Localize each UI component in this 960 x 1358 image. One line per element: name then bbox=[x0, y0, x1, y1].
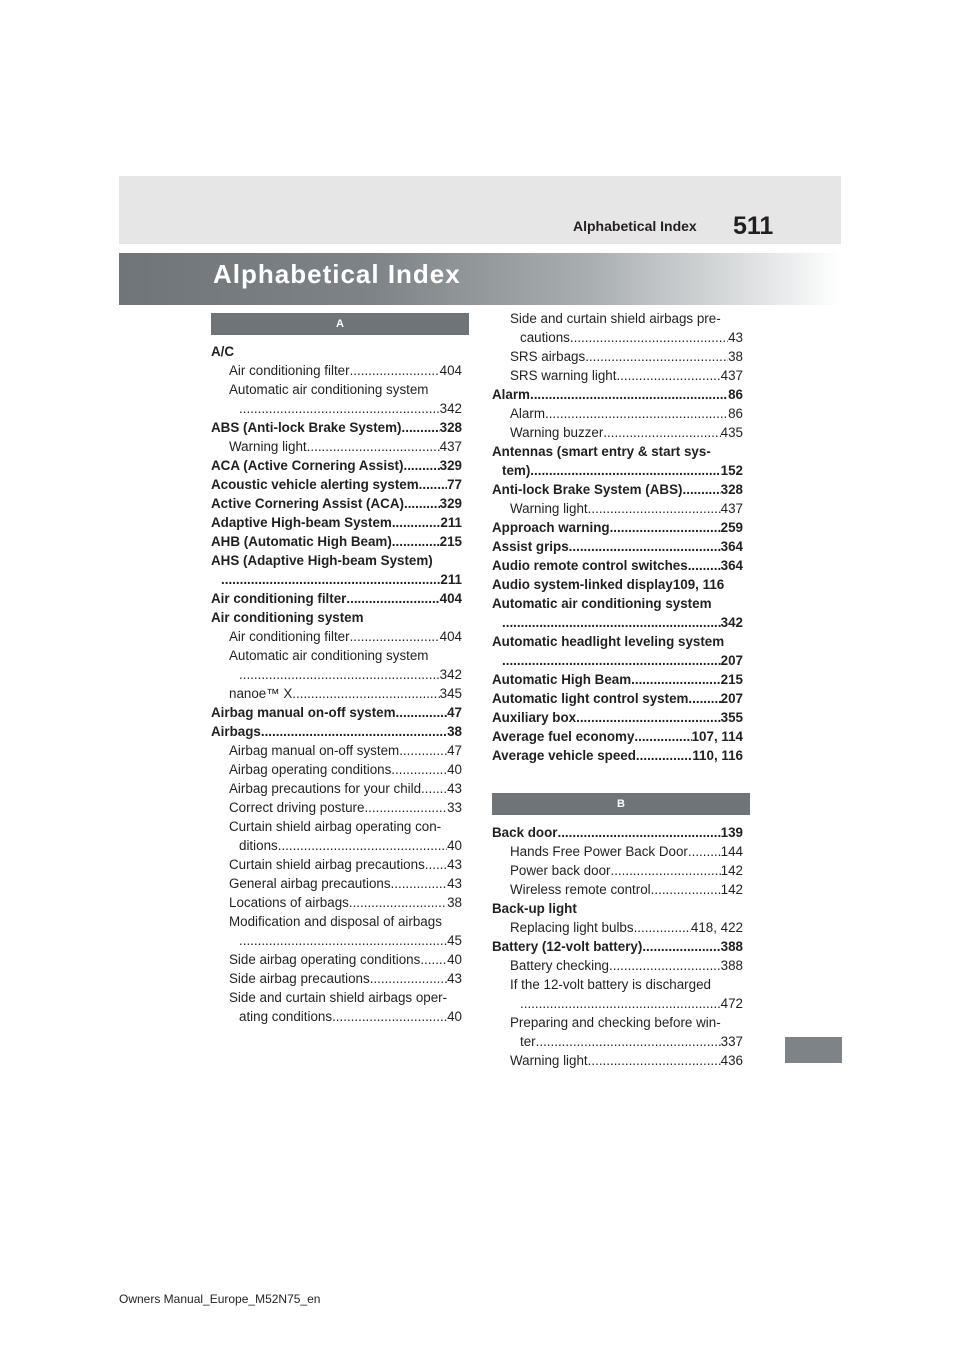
index-entry-label: SRS warning light bbox=[510, 368, 617, 383]
index-entry bbox=[492, 975, 743, 994]
index-entry bbox=[492, 385, 743, 404]
dot-leader bbox=[261, 722, 447, 741]
index-entry-label: Back-up light bbox=[492, 901, 577, 916]
dot-leader bbox=[349, 893, 447, 912]
index-entry-label: Side airbag precautions bbox=[229, 971, 370, 986]
index-entry-page: 437 bbox=[439, 439, 462, 454]
index-entry-page: 86 bbox=[728, 387, 743, 402]
index-entry-page: 337 bbox=[720, 1034, 743, 1049]
dot-leader bbox=[404, 494, 440, 513]
index-entry-label: Automatic air conditioning system bbox=[229, 382, 429, 397]
index-entry-label: Automatic High Beam bbox=[492, 672, 632, 687]
index-entry bbox=[492, 861, 743, 880]
index-entry-label: Automatic headlight leveling system bbox=[492, 634, 725, 649]
dot-leader bbox=[688, 842, 721, 861]
index-entry bbox=[492, 651, 743, 670]
dot-leader bbox=[502, 613, 721, 632]
section-header-a: A bbox=[211, 313, 469, 335]
index-entry-page: 109, 116 bbox=[672, 577, 725, 592]
dot-leader bbox=[609, 956, 721, 975]
header-section-title: Alphabetical Index bbox=[573, 218, 697, 234]
index-entry-label: AHS (Adaptive High-beam System) bbox=[211, 553, 433, 568]
index-entry-page: 207 bbox=[720, 691, 743, 706]
index-entry-page: 436 bbox=[720, 1053, 743, 1068]
dot-leader bbox=[610, 518, 721, 537]
index-column-left bbox=[211, 342, 462, 1026]
index-entry bbox=[492, 918, 743, 937]
index-entry-label: Wireless remote control bbox=[510, 882, 651, 897]
index-entry bbox=[211, 684, 462, 703]
index-entry-page: 328 bbox=[439, 420, 462, 435]
index-entry-page: 40 bbox=[447, 952, 462, 967]
index-entry-page: 364 bbox=[720, 539, 743, 554]
index-entry-label: Audio remote control switches bbox=[492, 558, 688, 573]
index-entry-page: 342 bbox=[720, 615, 743, 630]
page-number: 511 bbox=[733, 212, 774, 240]
dot-leader bbox=[421, 779, 447, 798]
index-entry-page: 207 bbox=[720, 653, 743, 668]
footer-text: Owners Manual_Europe_M52N75_en bbox=[119, 1292, 321, 1306]
index-entry-label: AHB (Automatic High Beam) bbox=[211, 534, 392, 549]
index-entry bbox=[492, 461, 743, 480]
index-entry-label: Battery checking bbox=[510, 958, 609, 973]
index-entry-page: 77 bbox=[447, 477, 462, 492]
index-entry-page: 404 bbox=[439, 591, 462, 606]
index-entry-page: 342 bbox=[439, 401, 462, 416]
index-entry-label: Average vehicle speed bbox=[492, 748, 636, 763]
index-entry-label: ACA (Active Cornering Assist) bbox=[211, 458, 404, 473]
index-entry-label: Correct driving posture bbox=[229, 800, 365, 815]
index-entry-label: cautions bbox=[520, 330, 570, 345]
index-entry-page: 404 bbox=[439, 363, 462, 378]
index-entry-label: Warning buzzer bbox=[510, 425, 604, 440]
dot-leader bbox=[631, 670, 721, 689]
index-entry bbox=[211, 817, 462, 836]
index-entry bbox=[492, 1013, 743, 1032]
index-entry-label: Side airbag operating conditions bbox=[229, 952, 421, 967]
dot-leader bbox=[502, 651, 721, 670]
index-entry-label: Locations of airbags bbox=[229, 895, 349, 910]
dot-leader bbox=[239, 399, 440, 418]
dot-leader bbox=[346, 589, 439, 608]
index-entry bbox=[492, 309, 743, 328]
index-entry-label: Air conditioning filter bbox=[211, 591, 347, 606]
dot-leader bbox=[239, 665, 440, 684]
dot-leader bbox=[332, 1007, 447, 1026]
dot-leader bbox=[576, 708, 721, 727]
index-entry bbox=[492, 347, 743, 366]
dot-leader bbox=[603, 423, 720, 442]
index-entry bbox=[492, 994, 743, 1013]
index-entry-label: Airbags bbox=[211, 724, 261, 739]
dot-leader bbox=[688, 689, 720, 708]
index-entry-label: Warning light bbox=[229, 439, 307, 454]
index-entry bbox=[492, 480, 743, 499]
page-title: Alphabetical Index bbox=[213, 259, 461, 289]
dot-leader bbox=[239, 931, 447, 950]
index-entry bbox=[492, 670, 743, 689]
index-entry bbox=[211, 570, 462, 589]
dot-leader bbox=[545, 404, 728, 423]
dot-leader bbox=[391, 874, 448, 893]
dot-leader bbox=[307, 437, 440, 456]
index-entry bbox=[211, 988, 462, 1007]
index-entry bbox=[492, 689, 743, 708]
index-entry bbox=[211, 665, 462, 684]
index-entry-label: General airbag precautions bbox=[229, 876, 391, 891]
index-entry-page: 142 bbox=[720, 863, 743, 878]
index-entry bbox=[492, 537, 743, 556]
index-entry bbox=[492, 423, 743, 442]
index-entry-page: 38 bbox=[447, 895, 462, 910]
index-entry-page: 86 bbox=[728, 406, 743, 421]
index-entry bbox=[211, 399, 462, 418]
index-entry-label: Side and curtain shield airbags oper- bbox=[229, 990, 448, 1005]
index-entry-label: Auxiliary box bbox=[492, 710, 577, 725]
index-entry bbox=[211, 646, 462, 665]
index-entry-label: Airbag operating conditions bbox=[229, 762, 392, 777]
index-entry bbox=[211, 855, 462, 874]
index-entry-label: Anti-lock Brake System (ABS) bbox=[492, 482, 683, 497]
index-entry bbox=[211, 931, 462, 950]
index-entry-label: Approach warning bbox=[492, 520, 610, 535]
index-entry-label: Airbag manual on-off system bbox=[211, 705, 396, 720]
dot-leader bbox=[557, 823, 720, 842]
index-column-right-top bbox=[492, 309, 743, 765]
index-entry-label: Side and curtain shield airbags pre- bbox=[510, 311, 721, 326]
dot-leader bbox=[616, 366, 720, 385]
index-entry-page: 142 bbox=[720, 882, 743, 897]
index-entry bbox=[211, 1007, 462, 1026]
index-entry bbox=[211, 874, 462, 893]
index-entry bbox=[492, 1051, 743, 1070]
index-entry-page: 404 bbox=[439, 629, 462, 644]
index-entry bbox=[492, 823, 743, 842]
dot-leader bbox=[569, 537, 721, 556]
dot-leader bbox=[651, 880, 721, 899]
index-entry-label: Assist grips bbox=[492, 539, 569, 554]
index-entry bbox=[211, 418, 462, 437]
index-entry bbox=[492, 442, 743, 461]
index-entry bbox=[211, 779, 462, 798]
index-entry bbox=[492, 708, 743, 727]
index-entry-page: 437 bbox=[720, 501, 743, 516]
index-entry bbox=[211, 456, 462, 475]
index-entry-page: 355 bbox=[720, 710, 743, 725]
index-entry-page: 45 bbox=[447, 933, 462, 948]
index-entry-label: Preparing and checking before win- bbox=[510, 1015, 721, 1030]
index-entry-label: Battery (12-volt battery) bbox=[492, 939, 643, 954]
index-entry-label: Adaptive High-beam System bbox=[211, 515, 392, 530]
index-entry-page: 47 bbox=[447, 705, 462, 720]
index-entry bbox=[211, 798, 462, 817]
index-entry bbox=[492, 727, 743, 746]
dot-leader bbox=[570, 328, 728, 347]
index-entry-label: nanoe™ X bbox=[229, 686, 293, 701]
index-entry-label: ating conditions bbox=[239, 1009, 333, 1024]
index-entry-label: ditions bbox=[239, 838, 278, 853]
index-entry bbox=[492, 880, 743, 899]
index-entry-label: Acoustic vehicle alerting system bbox=[211, 477, 419, 492]
index-entry-page: 38 bbox=[728, 349, 743, 364]
index-entry-label: SRS airbags bbox=[510, 349, 586, 364]
index-entry-label: Back door bbox=[492, 825, 558, 840]
dot-leader bbox=[530, 461, 720, 480]
index-entry-page: 329 bbox=[439, 458, 462, 473]
index-entry-label: Alarm bbox=[492, 387, 530, 402]
dot-leader bbox=[364, 798, 447, 817]
index-entry bbox=[492, 613, 743, 632]
index-entry-label: Replacing light bulbs bbox=[510, 920, 634, 935]
index-entry bbox=[211, 475, 462, 494]
index-entry bbox=[492, 328, 743, 347]
index-entry-page: 144 bbox=[720, 844, 743, 859]
index-entry-label: Warning light bbox=[510, 1053, 588, 1068]
dot-leader bbox=[221, 570, 440, 589]
index-entry-label: Curtain shield airbag precautions bbox=[229, 857, 425, 872]
index-entry bbox=[211, 361, 462, 380]
index-entry-label: Active Cornering Assist (ACA) bbox=[211, 496, 404, 511]
index-entry bbox=[492, 594, 743, 613]
dot-leader bbox=[396, 703, 448, 722]
index-entry bbox=[492, 575, 743, 594]
index-entry bbox=[492, 899, 743, 918]
index-entry bbox=[211, 722, 462, 741]
index-entry bbox=[211, 437, 462, 456]
dot-leader bbox=[403, 456, 439, 475]
index-entry bbox=[492, 956, 743, 975]
index-entry-label: Airbag manual on-off system bbox=[229, 743, 400, 758]
index-entry bbox=[211, 532, 462, 551]
index-entry-label: Airbag precautions for your child bbox=[229, 781, 422, 796]
dot-leader bbox=[402, 418, 440, 437]
index-entry bbox=[492, 556, 743, 575]
index-entry-page: 388 bbox=[720, 958, 743, 973]
index-entry-label: Warning light bbox=[510, 501, 588, 516]
index-entry bbox=[211, 589, 462, 608]
index-entry-page: 437 bbox=[720, 368, 743, 383]
index-entry-page: 328 bbox=[720, 482, 743, 497]
index-column-right-b bbox=[492, 823, 743, 1070]
index-entry-label: Automatic light control system bbox=[492, 691, 689, 706]
index-entry bbox=[492, 746, 743, 765]
index-entry-page: 139 bbox=[720, 825, 743, 840]
dot-leader bbox=[536, 1032, 721, 1051]
index-entry-page: 342 bbox=[439, 667, 462, 682]
dot-leader bbox=[520, 994, 721, 1013]
index-entry-label: ABS (Anti-lock Brake System) bbox=[211, 420, 402, 435]
index-entry bbox=[492, 937, 743, 956]
index-entry-label: If the 12-volt battery is discharged bbox=[510, 977, 711, 992]
index-entry-page: 40 bbox=[447, 762, 462, 777]
index-entry-label: Automatic air conditioning system bbox=[229, 648, 429, 663]
index-entry-label: Audio system-linked display bbox=[492, 577, 673, 592]
index-entry-label: Air conditioning filter bbox=[229, 363, 350, 378]
dot-leader bbox=[292, 684, 439, 703]
index-entry-page: 472 bbox=[720, 996, 743, 1011]
index-entry-page: 47 bbox=[447, 743, 462, 758]
index-entry-page: 43 bbox=[447, 857, 462, 872]
index-entry-page: 107, 114 bbox=[691, 729, 743, 744]
dot-leader bbox=[392, 532, 440, 551]
index-entry-label: Alarm bbox=[510, 406, 545, 421]
index-entry-page: 152 bbox=[720, 463, 743, 478]
index-entry-page: 40 bbox=[447, 838, 462, 853]
index-entry-label: Modification and disposal of airbags bbox=[229, 914, 442, 929]
dot-leader bbox=[610, 861, 720, 880]
index-entry bbox=[211, 513, 462, 532]
index-entry-page: 418, 422 bbox=[690, 920, 743, 935]
index-entry bbox=[211, 380, 462, 399]
index-entry-label: Average fuel economy bbox=[492, 729, 635, 744]
index-entry-page: 43 bbox=[447, 781, 462, 796]
dot-leader bbox=[420, 950, 447, 969]
index-entry-label: Antennas (smart entry & start sys- bbox=[492, 444, 711, 459]
section-header-b: B bbox=[492, 793, 750, 815]
index-entry-page: 211 bbox=[440, 572, 462, 587]
index-entry-page: 38 bbox=[447, 724, 462, 739]
index-entry-label: A/C bbox=[211, 344, 235, 359]
index-entry-page: 33 bbox=[447, 800, 462, 815]
index-entry-label: ter bbox=[520, 1034, 536, 1049]
index-entry bbox=[211, 836, 462, 855]
dot-leader bbox=[392, 513, 441, 532]
index-entry bbox=[211, 551, 462, 570]
index-entry-page: 110, 116 bbox=[692, 748, 743, 763]
index-entry bbox=[211, 760, 462, 779]
dot-leader bbox=[634, 918, 691, 937]
index-entry-page: 43 bbox=[447, 971, 462, 986]
index-entry-label: tem) bbox=[502, 463, 531, 478]
index-entry bbox=[492, 499, 743, 518]
dot-leader bbox=[530, 385, 728, 404]
index-entry bbox=[211, 969, 462, 988]
index-entry-page: 43 bbox=[447, 876, 462, 891]
dot-leader bbox=[399, 741, 447, 760]
index-entry-label: Automatic air conditioning system bbox=[492, 596, 712, 611]
index-entry-label: Curtain shield airbag operating con- bbox=[229, 819, 442, 834]
dot-leader bbox=[278, 836, 447, 855]
index-entry bbox=[211, 627, 462, 646]
index-entry bbox=[211, 494, 462, 513]
dot-leader bbox=[688, 556, 721, 575]
index-entry bbox=[492, 842, 743, 861]
dot-leader bbox=[585, 347, 728, 366]
index-entry-page: 364 bbox=[720, 558, 743, 573]
index-entry bbox=[492, 404, 743, 423]
dot-leader bbox=[370, 969, 447, 988]
dot-leader bbox=[350, 627, 440, 646]
dot-leader bbox=[419, 475, 447, 494]
index-entry-page: 215 bbox=[720, 672, 743, 687]
index-entry bbox=[211, 912, 462, 931]
dot-leader bbox=[391, 760, 447, 779]
index-entry-page: 388 bbox=[720, 939, 743, 954]
index-entry-page: 211 bbox=[440, 515, 462, 530]
index-entry bbox=[211, 741, 462, 760]
index-entry bbox=[211, 893, 462, 912]
index-entry-label: Air conditioning filter bbox=[229, 629, 350, 644]
index-entry-label: Air conditioning system bbox=[211, 610, 364, 625]
index-entry bbox=[211, 703, 462, 722]
index-entry-page: 40 bbox=[447, 1009, 462, 1024]
index-entry bbox=[211, 608, 462, 627]
dot-leader bbox=[350, 361, 440, 380]
dot-leader bbox=[634, 727, 691, 746]
index-entry bbox=[492, 366, 743, 385]
index-entry bbox=[492, 632, 743, 651]
index-entry-page: 259 bbox=[720, 520, 743, 535]
dot-leader bbox=[588, 1051, 721, 1070]
index-entry-page: 215 bbox=[439, 534, 462, 549]
index-entry-page: 329 bbox=[439, 496, 462, 511]
index-entry-label: Power back door bbox=[510, 863, 611, 878]
index-entry-page: 435 bbox=[720, 425, 743, 440]
index-entry-page: 345 bbox=[439, 686, 462, 701]
dot-leader bbox=[642, 937, 720, 956]
dot-leader bbox=[636, 746, 692, 765]
index-entry bbox=[492, 518, 743, 537]
index-entry bbox=[211, 950, 462, 969]
dot-leader bbox=[425, 855, 447, 874]
index-entry bbox=[211, 342, 462, 361]
index-thumb-tab bbox=[785, 1037, 842, 1063]
index-entry-label: Hands Free Power Back Door bbox=[510, 844, 688, 859]
dot-leader bbox=[683, 480, 721, 499]
index-entry-page: 43 bbox=[728, 330, 743, 345]
dot-leader bbox=[588, 499, 721, 518]
index-entry bbox=[492, 1032, 743, 1051]
